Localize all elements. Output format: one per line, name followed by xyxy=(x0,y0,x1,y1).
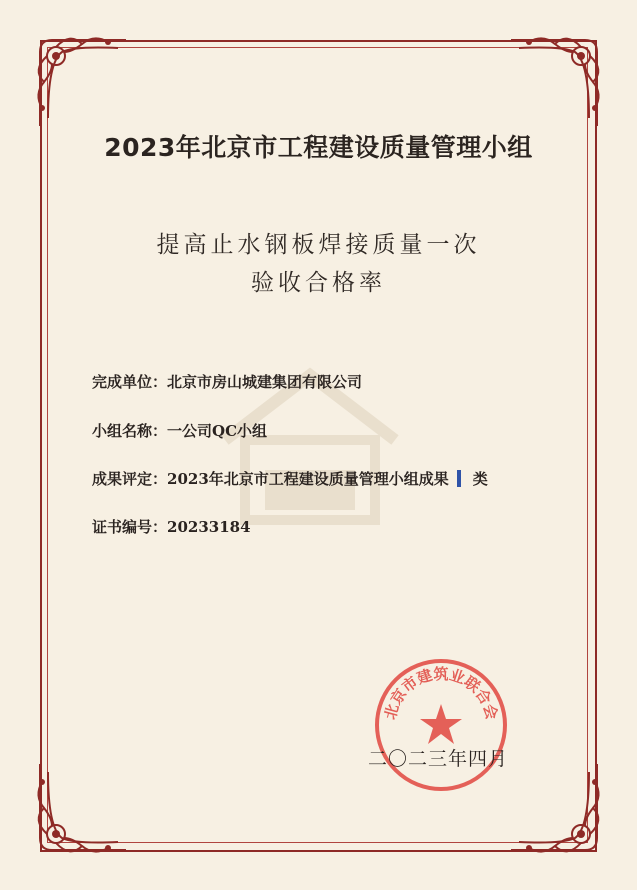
project-title-line2: 验收合格率 xyxy=(251,270,386,296)
field-label: 成果评定： xyxy=(92,470,168,488)
field-group-name xyxy=(92,420,267,441)
corner-ornament-icon xyxy=(22,758,132,868)
field-label: 小组名称： xyxy=(92,422,168,440)
seal-text: 北京市建筑业联合会 xyxy=(381,665,501,722)
corner-ornament-icon xyxy=(22,22,132,132)
field-suffix: 类 xyxy=(472,470,488,488)
field-evaluation xyxy=(92,468,488,489)
project-title-line1: 提高止水钢板焊接质量一次 xyxy=(156,232,481,258)
field-value: 一公司QC小组 xyxy=(167,422,268,440)
field-label: 证书编号： xyxy=(92,518,168,536)
field-value: 2023年北京市工程建设质量管理小组成果 xyxy=(167,470,449,488)
certificate-title: 2023年北京市工程建设质量管理小组 xyxy=(104,133,533,162)
corner-ornament-icon xyxy=(505,758,615,868)
class-one-mark xyxy=(457,470,461,487)
issue-date: 二〇二三年四月 xyxy=(368,748,509,770)
field-certificate-number xyxy=(92,516,251,537)
field-label: 完成单位： xyxy=(92,373,168,391)
official-seal-icon xyxy=(372,656,510,794)
corner-ornament-icon xyxy=(505,22,615,132)
field-completion-unit xyxy=(92,371,362,392)
field-value: 20233184 xyxy=(167,518,251,536)
field-value: 北京市房山城建集团有限公司 xyxy=(167,373,363,391)
